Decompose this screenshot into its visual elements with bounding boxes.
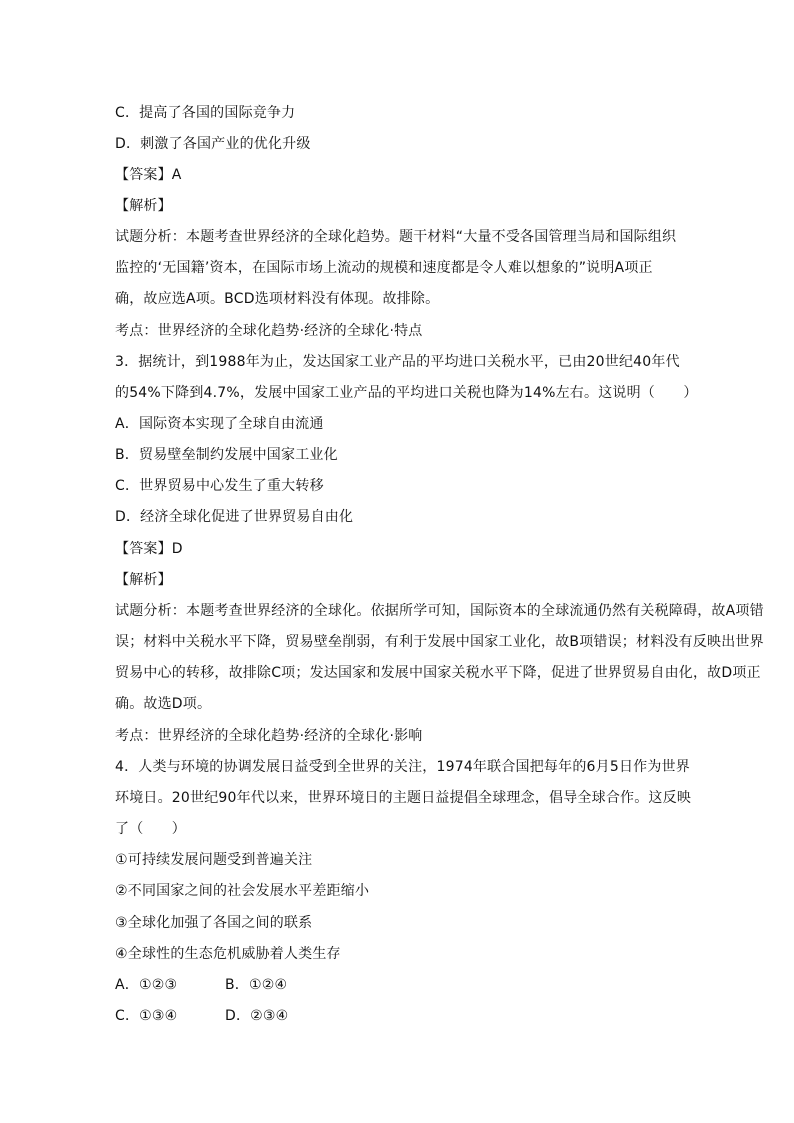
q4-item-2: ②不同国家之间的社会发展水平差距缩小 — [115, 883, 370, 899]
q3-analysis-heading: 【解析】 — [115, 572, 172, 588]
q4-option-b: B．①②④ — [225, 977, 288, 993]
q2-analysis-text-2: 监控的‘无国籍’资本，在国际市场上流动的规模和速度都是令人难以想象的”说明A项正 — [115, 260, 653, 276]
q4-item-1: ①可持续发展问题受到普遍关注 — [115, 852, 313, 868]
q3-option-d: D．经济全球化促进了世界贸易自由化 — [115, 509, 354, 525]
q2-analysis-text-1: 试题分析：本题考查世界经济的全球化趋势。题干材料“大量不受各国管理当局和国际组织 — [115, 229, 677, 245]
q3-analysis-text-1: 试题分析：本题考查世界经济的全球化。依据所学可知，国际资本的全球流通仍然有关税障碍，故A项错 — [115, 603, 764, 619]
q2-option-d: D．刺激了各国产业的优化升级 — [115, 136, 311, 152]
q2-analysis-text-3: 确，故应选A项。BCD选项材料没有体现。故排除。 — [115, 291, 440, 307]
q4-stem-1: 4．人类与环境的协调发展日益受到全世界的关注，1974年联合国把每年的6月5日作为世界 — [115, 759, 690, 775]
q3-key-point: 考点：世界经济的全球化趋势·经济的全球化·影响 — [115, 728, 423, 744]
q4-option-c: C．①③④ — [115, 1008, 178, 1024]
q2-key-point: 考点：世界经济的全球化趋势·经济的全球化·特点 — [115, 323, 423, 339]
q4-options-row-1 — [115, 974, 775, 996]
q4-option-a: A．①②③ — [115, 977, 178, 993]
q2-option-c: C．提高了各国的国际竞争力 — [115, 105, 296, 121]
q4-stem-2: 环境日。20世纪90年代以来，世界环境日的主题日益提倡全球理念，倡导全球合作。这反映 — [115, 790, 692, 806]
q3-option-a: A．国际资本实现了全球自由流通 — [115, 416, 324, 432]
q3-answer: 【答案】D — [115, 541, 183, 557]
q3-stem-1: 3．据统计，到1988年为止，发达国家工业产品的平均进口关税水平，已由20世纪40年代 — [115, 354, 680, 370]
q3-stem-2: 的54%下降到4.7%，发展中国家工业产品的平均进口关税也降为14%左右。这说明（ ） — [115, 385, 698, 401]
q2-answer: 【答案】A — [115, 167, 182, 183]
q4-stem-3: 了（ ） — [115, 821, 186, 837]
q3-analysis-text-3: 贸易中心的转移，故排除C项；发达国家和发展中国家关税水平下降，促进了世界贸易自由化，故D项正 — [115, 665, 761, 681]
q4-item-3: ③全球化加强了各国之间的联系 — [115, 915, 313, 931]
q3-analysis-text-2: 误；材料中关税水平下降，贸易壁垒削弱，有利于发展中国家工业化，故B项错误；材料没有反映出世界 — [115, 634, 764, 650]
q3-option-b: B．贸易壁垒制约发展中国家工业化 — [115, 447, 338, 463]
q4-item-4: ④全球性的生态危机威胁着人类生存 — [115, 946, 341, 962]
q4-option-d: D．②③④ — [225, 1008, 289, 1024]
q4-options-row-2 — [115, 1005, 775, 1027]
q3-option-c: C．世界贸易中心发生了重大转移 — [115, 478, 324, 494]
q3-analysis-text-4: 确。故选D项。 — [115, 696, 212, 712]
q2-analysis-heading: 【解析】 — [115, 198, 172, 214]
